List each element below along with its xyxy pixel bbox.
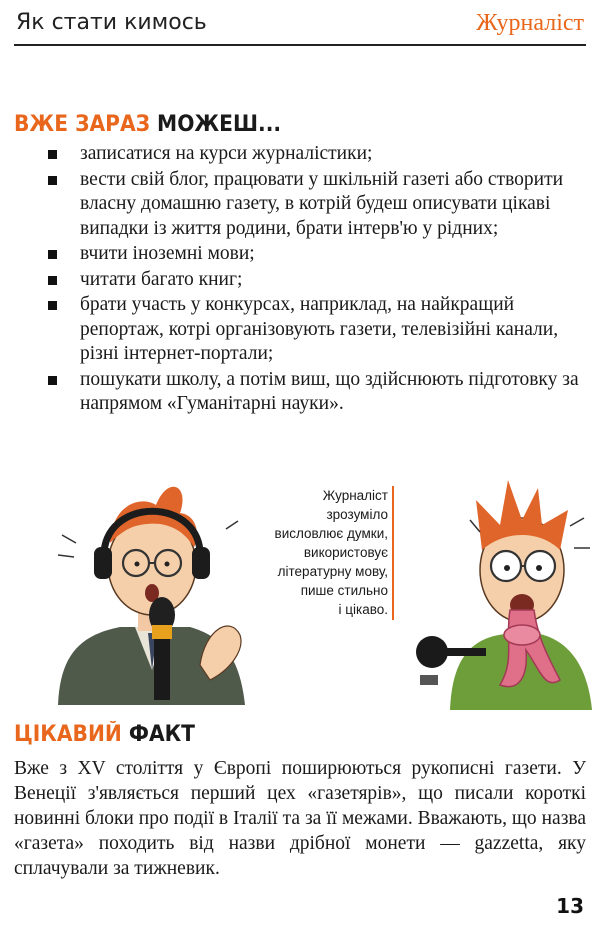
section-now-title <box>14 112 281 137</box>
bullet-square-icon <box>48 376 57 385</box>
reporter-illustration <box>40 455 255 705</box>
quote-text: Журналіст зрозуміло висловлює думки, використовує літературну мову, пише стильно і цікаво. <box>274 488 388 617</box>
boy-illustration <box>410 470 595 710</box>
section-fact-title-orange: ЦІКАВИЙ <box>14 722 122 747</box>
header-rule <box>14 44 586 46</box>
fact-paragraph: Вже з XV століття у Європі поширюються рукописні газети. У Венеції з'являється перший цех «газетярів», що писали короткі новинні блоки про події в Італії та за її межами. Вважають, що назва «газета» походить від назви дрібної монети — gazzetta, яку сплачували за тижневик. <box>14 758 586 879</box>
advice-list <box>48 142 588 418</box>
bullet-square-icon <box>48 276 57 285</box>
section-now-title-dark: МОЖЕШ... <box>157 112 282 137</box>
bullet-square-icon <box>48 176 57 185</box>
list-item: вчити іноземні мови; <box>48 242 588 267</box>
list-item: читати багато книг; <box>48 268 588 293</box>
page-number: 13 <box>556 894 584 918</box>
bullet-square-icon <box>48 301 57 310</box>
list-item: пошукати школу, а потім виш, що здійснюють підготовку за напрямом «Гуманітарні науки». <box>48 368 588 417</box>
section-now-title-orange: ВЖЕ ЗАРАЗ <box>14 112 151 137</box>
book-title: Як стати кимось <box>16 10 207 35</box>
list-item: записатися на курси журналістики; <box>48 142 588 167</box>
list-item: вести свій блог, працювати у шкільній газеті або створити власну домашню газету, в котрій будеш описувати цікаві випадки із життя родини, брати інтерв'ю у рідних; <box>48 168 588 242</box>
list-item: брати участь у конкурсах, наприклад, на найкращий репортаж, котрі організовують газети, телевізійні канали, різні інтернет-портали; <box>48 293 588 367</box>
quote-accent-bar <box>392 486 394 620</box>
section-fact-title-dark: ФАКТ <box>128 722 195 747</box>
bullet-square-icon <box>48 250 57 259</box>
page-header <box>14 8 586 42</box>
microphone-icon <box>416 636 448 668</box>
chapter-title: Журналіст <box>476 10 584 36</box>
section-fact-title <box>14 722 195 747</box>
microphone-icon <box>154 630 170 700</box>
bullet-square-icon <box>48 150 57 159</box>
